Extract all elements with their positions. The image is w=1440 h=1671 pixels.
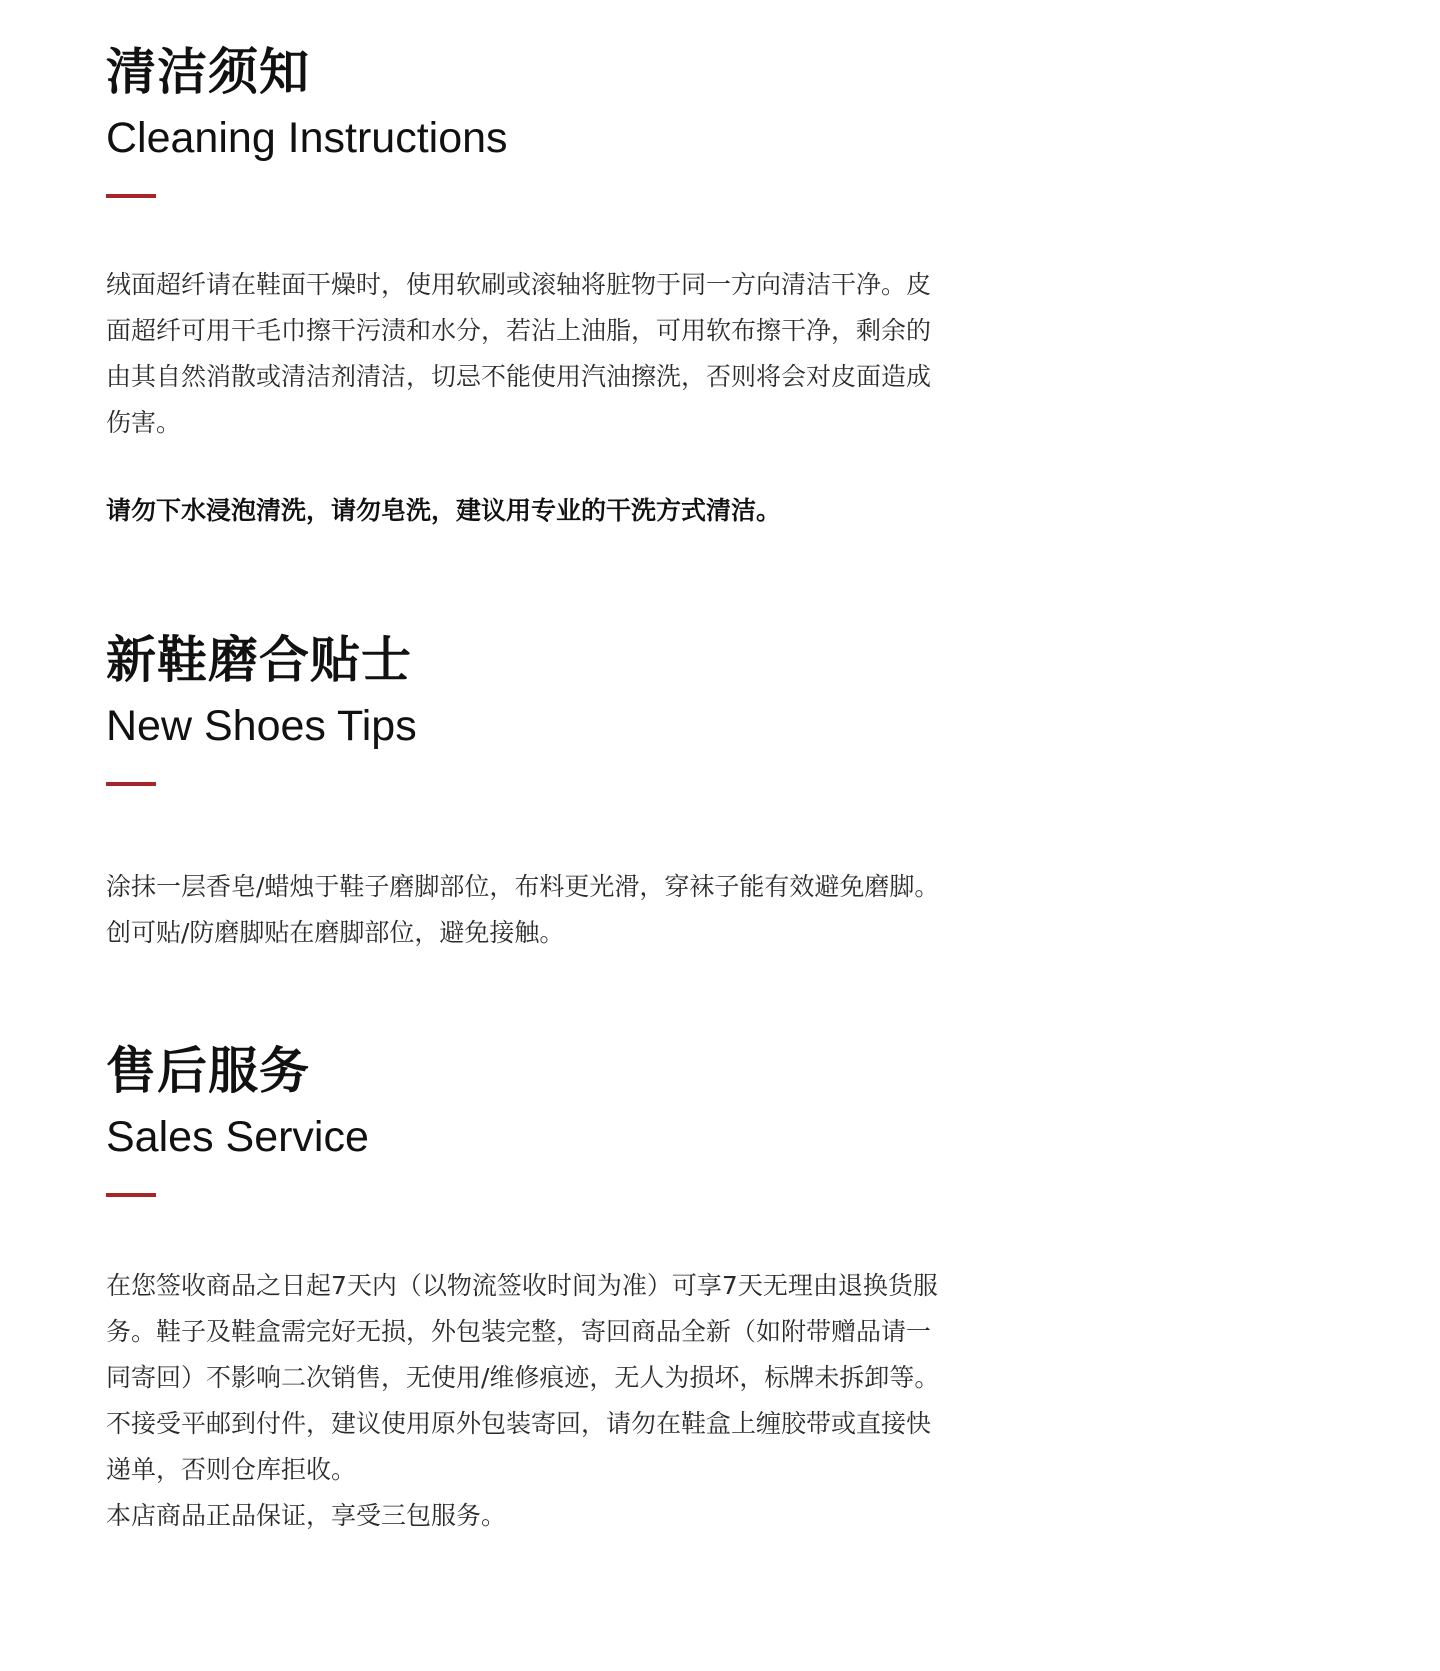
cleaning-paragraph: 绒面超纤请在鞋面干燥时，使用软刷或滚轴将脏物于同一方向清洁干净。皮 面超纤可用干毛巾擦干污渍和水分，若沾上油脂，可用软布擦干净，剩余的 由其自然消散或清洁剂清洁，切忌不能使用汽油擦洗，否则将会对皮面造成 伤害。 bbox=[106, 270, 932, 437]
section-title-en: New Shoes Tips bbox=[106, 702, 417, 750]
sales-paragraph: 在您签收商品之日起7天内（以物流签收时间为准）可享7天无理由退换货服 务。鞋子及鞋盒需完好无损，外包装完整，寄回商品全新（如附带赠品请一 同寄回）不影响二次销售，无使用/维修痕迹，无人为损坏，标牌未拆卸等。 不接受平邮到付件，建议使用原外包装寄回，请勿在鞋盒上缠胶带或直接快 递单，否则仓库拒收。 本店商品正品保证，享受三包服务。 bbox=[106, 1271, 940, 1530]
cleaning-warning: 请勿下水浸泡清洗，请勿皂洗，建议用专业的干洗方式清洁。 bbox=[106, 496, 782, 525]
section-cleaning bbox=[106, 42, 1006, 534]
accent-divider bbox=[106, 1193, 156, 1197]
accent-divider bbox=[106, 782, 156, 786]
section-new-shoes-tips bbox=[106, 630, 1006, 956]
tips-paragraph: 涂抹一层香皂/蜡烛于鞋子磨脚部位，布料更光滑，穿袜子能有效避免磨脚。 创可贴/防磨脚贴在磨脚部位，避免接触。 bbox=[106, 872, 940, 947]
section-title-en: Sales Service bbox=[106, 1113, 369, 1161]
section-title-zh: 清洁须知 bbox=[106, 43, 310, 101]
section-title-en: Cleaning Instructions bbox=[106, 114, 508, 162]
section-sales-service bbox=[106, 1041, 1006, 1539]
section-title-zh: 新鞋磨合贴士 bbox=[106, 631, 412, 689]
section-title-zh: 售后服务 bbox=[106, 1042, 310, 1100]
accent-divider bbox=[106, 194, 156, 198]
